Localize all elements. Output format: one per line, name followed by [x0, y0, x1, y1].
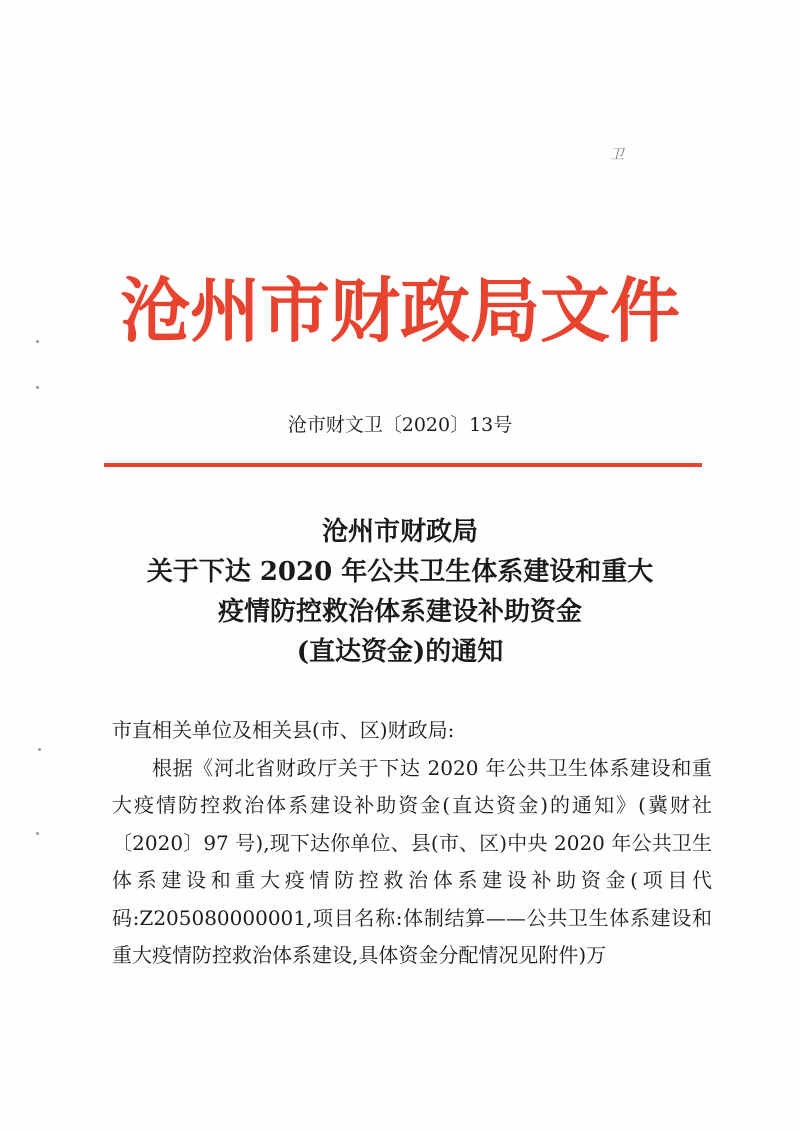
- salutation: 市直相关单位及相关县(市、区)财政局:: [112, 718, 455, 742]
- notice-title-line: 沧州市财政局: [321, 517, 478, 547]
- scan-artifact: [36, 340, 39, 343]
- notice-title-line: 关于下达 2020 年公共卫生体系建设和重大: [146, 557, 654, 587]
- handwritten-corner-mark: 卫: [610, 147, 624, 163]
- body-text: [112, 712, 712, 975]
- notice-title-line: 疫情防控救治体系建设补助资金: [217, 597, 582, 627]
- red-separator-line: [104, 463, 702, 467]
- scan-artifact: [36, 832, 39, 835]
- scan-artifact: [38, 748, 41, 751]
- scan-artifact: [36, 386, 39, 389]
- red-header-title: 沧州市财政局文件: [120, 269, 680, 352]
- document-number: 沧市财文卫〔2020〕13号: [287, 414, 513, 436]
- notice-title: [0, 512, 800, 672]
- body-paragraph: 根据《河北省财政厅关于下达 2020 年公共卫生体系建设和重大疫情防控救治体系建设补助资金(直达资金)的通知》(冀财社〔2020〕97 号),现下达你单位、县(市、区)中央 2020 年公共卫生体系建设和重大疫情防控救治体系建设补助资金(项目代码:Z205080000001,项目名称:体制结算——公共卫生体系建设和重大疫情防控救治体系建设,具体资金分配情况见附件)万: [112, 755, 712, 967]
- notice-title-line: (直达资金)的通知: [296, 637, 504, 667]
